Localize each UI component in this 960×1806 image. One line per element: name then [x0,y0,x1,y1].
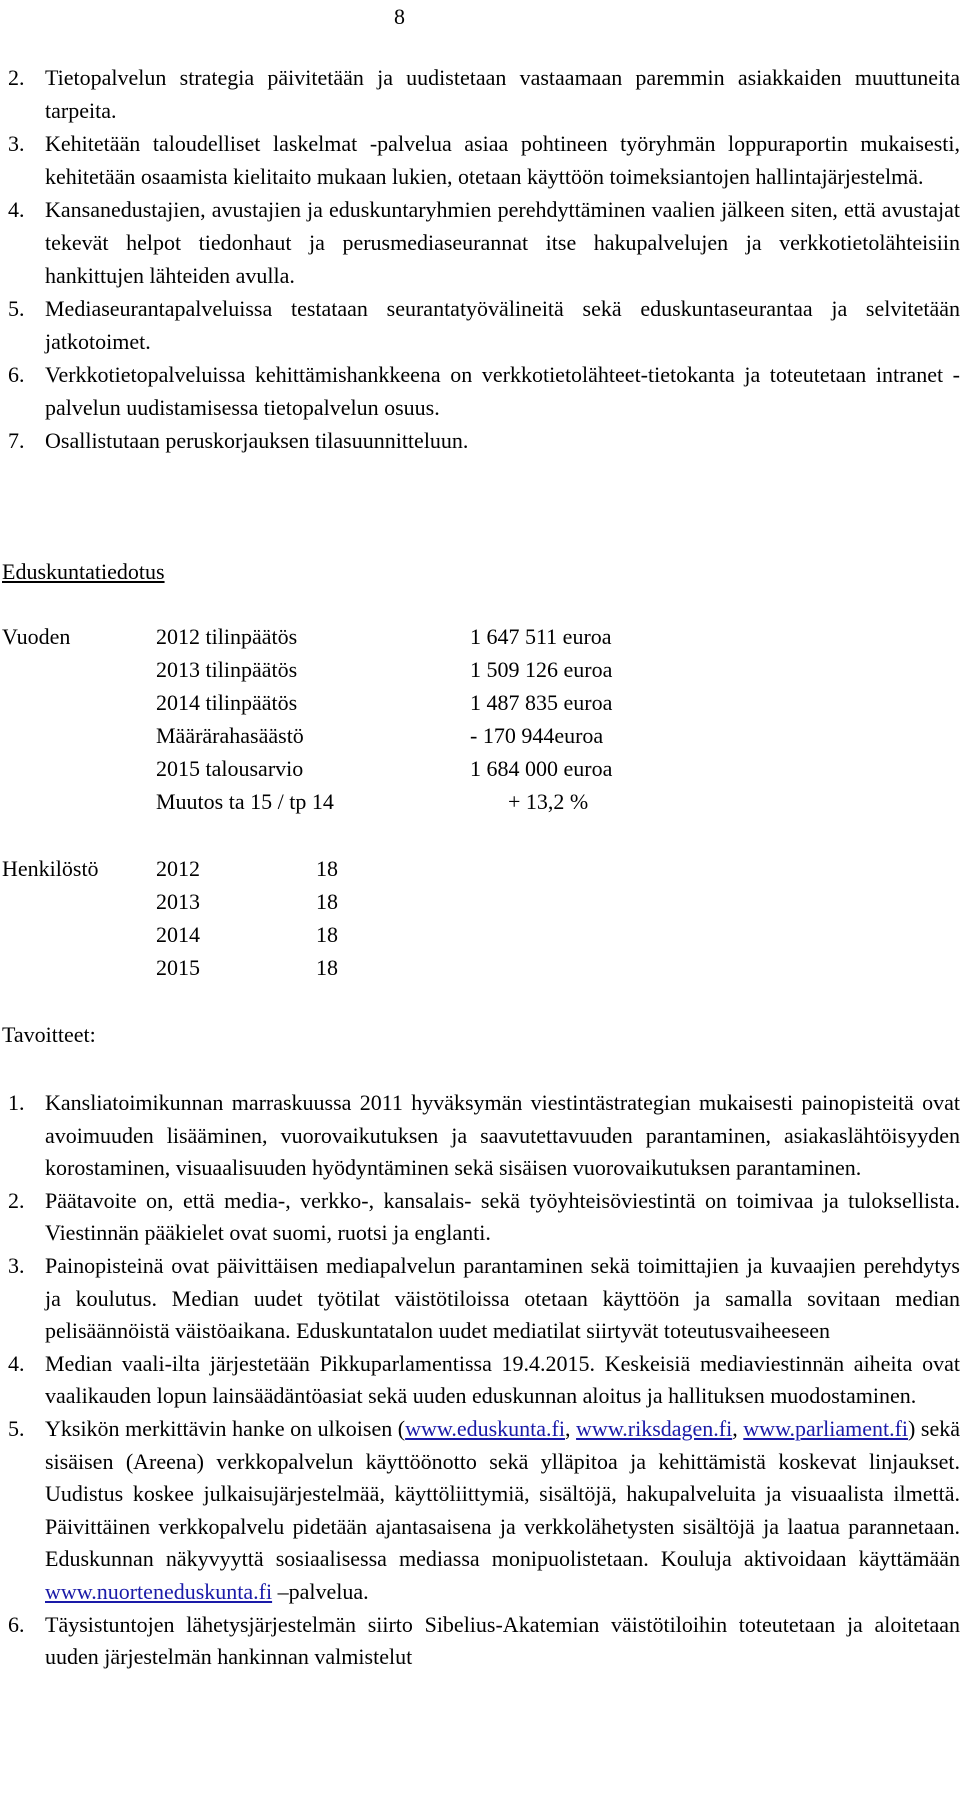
staff-year: 2012 [156,856,200,881]
list-item [8,1087,960,1185]
page-number: 8 [394,4,405,29]
text-segment: , [565,1415,577,1441]
finance-row [0,653,960,686]
finance-value: + 13,2 % [508,789,589,814]
staff-row [0,918,960,951]
list-item [8,358,960,424]
finance-row [0,719,960,752]
list-item [8,1348,960,1413]
list-number: 6. [8,1611,25,1637]
staff-year: 2015 [156,955,200,980]
list-item [8,424,960,457]
staff-row [0,951,960,984]
staff-count: 18 [316,922,338,947]
staff-table [0,852,960,984]
staff-row [0,885,960,918]
staff-count: 18 [316,856,338,881]
finance-item: 2012 tilinpäätös [156,624,298,649]
list-number: 1. [8,1090,25,1115]
list-text: Kansliatoimikunnan marraskuussa 2011 hyväksymän viestintästrategian mukaisesti painopisteitä ovat avoimuuden lisääminen, vuorovaikutuksen ja saavutettavuuden parantaminen, asiakaslähtöisyyden korostaminen, visuaalisuuden hyödyntäminen sekä sisäisen vuorovaikutuksen parantaminen. [45,1090,960,1181]
finance-label: Vuoden [2,624,71,649]
staff-count: 18 [316,955,338,980]
list-item [8,61,960,127]
list-number: 3. [8,131,25,156]
list-text: Tietopalvelun strategia päivitetään ja uudistetaan vastaamaan paremmin asiakkaiden muuttuneita tarpeita. [45,65,960,123]
list-text: Osallistutaan peruskorjauksen tilasuunnitteluun. [45,428,469,453]
finance-item: Määrärahasäästö [156,723,304,748]
eduskunta-link[interactable]: www.eduskunta.fi [405,1415,565,1441]
list-item [8,1609,960,1674]
text-segment: ) sekä sisäisen (Areena) verkkopalvelun käyttöönotto sekä ylläpitoa ja kehittämistä koskevat linjaukset. Uudistus koskee julkaisujärjestelmää, käyttöliittymiä, sisältöjä, hakupalveluita ja visuaalista ilmettä. Päivittäinen verkkopalvelu pidetään ajantasaisena ja verkkolähetysten sisältöjä ja laatua parannetaan. Eduskunnan näkyvyyttä sosiaalisessa mediassa monipuolistetaan. Kouluja aktivoidaan käyttämään [45,1415,960,1572]
finance-table [0,620,960,818]
nuorteneduskunta-link[interactable]: www.nuorteneduskunta.fi [45,1578,273,1604]
list-number: 2. [8,65,25,90]
list-item [8,1413,960,1609]
list-item [8,292,960,358]
section-heading: Eduskuntatiedotus [2,559,165,584]
finance-value: - 170 944euroa [470,723,604,748]
staff-year: 2014 [156,922,200,947]
finance-row [0,785,960,818]
list-text: Verkkotietopalveluissa kehittämishankkeena on verkkotietolähteet-tietokanta ja toteutetaan intranet -palvelun uudistamisessa tietopalvelun osuus. [45,362,960,420]
finance-row [0,752,960,785]
list-number: 2. [8,1187,25,1213]
list-text: Median vaali-ilta järjestetään Pikkuparlamentissa 19.4.2015. Keskeisiä mediaviestinnän aiheita ovat vaalikauden lopun lainsäädäntöasiat sekä uuden eduskunnan aloitus ja hallituksen muodostaminen. [45,1350,960,1409]
list-number: 6. [8,362,25,387]
list-text: Kansanedustajien, avustajien ja eduskuntaryhmien perehdyttäminen vaalien jälkeen siten, että avustajat tekevät helpot tiedonhaut ja perusmediaseurannat itse hakupalvelujen ja verkkotietolähteisiin hankittujen lähteiden avulla. [45,197,960,288]
text-segment: –palvelua. [272,1578,369,1604]
finance-row [0,620,960,653]
parliament-link[interactable]: www.parliament.fi [743,1415,909,1441]
list-item [8,1250,960,1348]
finance-item: 2015 talousarvio [156,756,304,781]
staff-year: 2013 [156,889,200,914]
staff-label: Henkilöstö [2,856,99,881]
development-goals-list [8,61,960,457]
goals-label: Tavoitteet: [2,1022,96,1047]
finance-value: 1 647 511 euroa [470,624,612,649]
finance-item: Muutos ta 15 / tp 14 [156,789,334,814]
list-number: 3. [8,1252,25,1278]
list-text: Mediaseurantapalveluissa testataan seurantatyövälineitä sekä eduskuntaseurantaa ja selvitetään jatkotoimet. [45,296,960,354]
list-text [45,1416,960,1604]
list-text: Kehitetään taloudelliset laskelmat -palvelua asiaa pohtineen työryhmän loppuraportin mukaisesti, kehitetään osaamista kielitaito mukaan lukien, otetaan käyttöön toimeksiantojen hallintajärjestelmä. [45,131,960,189]
list-number: 4. [8,1350,25,1376]
text-segment: Yksikön merkittävin hanke on ulkoisen ( [45,1415,406,1441]
list-number: 5. [8,1415,25,1441]
riksdagen-link[interactable]: www.riksdagen.fi [576,1415,733,1441]
finance-item: 2014 tilinpäätös [156,690,298,715]
list-number: 7. [8,428,25,453]
finance-value: 1 509 126 euroa [470,657,613,682]
list-item [8,1185,960,1250]
text-segment: , [732,1415,744,1441]
list-text: Täysistuntojen lähetysjärjestelmän siirto Sibelius-Akatemian väistötiloihin toteutetaan ja aloitetaan uuden järjestelmän hankinnan valmistelut [45,1611,960,1670]
list-text: Painopisteinä ovat päivittäisen mediapalvelun parantaminen sekä toimittajien ja kuvaajien perehdytys ja koulutus. Median uudet työtilat väistötiloissa otetaan käyttöön ja samalla sovitaan median pelisäännöistä väistöaikana. Eduskuntatalon uudet mediatilat siirtyvät toteutusvaiheeseen [45,1252,960,1344]
list-text: Päätavoite on, että media-, verkko-, kansalais- sekä työyhteisöviestintä on toimivaa ja tuloksellista. Viestinnän pääkielet ovat suomi, ruotsi ja englanti. [45,1187,960,1246]
finance-row [0,686,960,719]
list-number: 5. [8,296,25,321]
staff-row [0,852,960,885]
list-number: 4. [8,197,25,222]
finance-value: 1 684 000 euroa [470,756,613,781]
finance-item: 2013 tilinpäätös [156,657,298,682]
list-item [8,127,960,193]
staff-count: 18 [316,889,338,914]
goals-list [8,1087,960,1674]
list-item [8,193,960,292]
finance-value: 1 487 835 euroa [470,690,613,715]
